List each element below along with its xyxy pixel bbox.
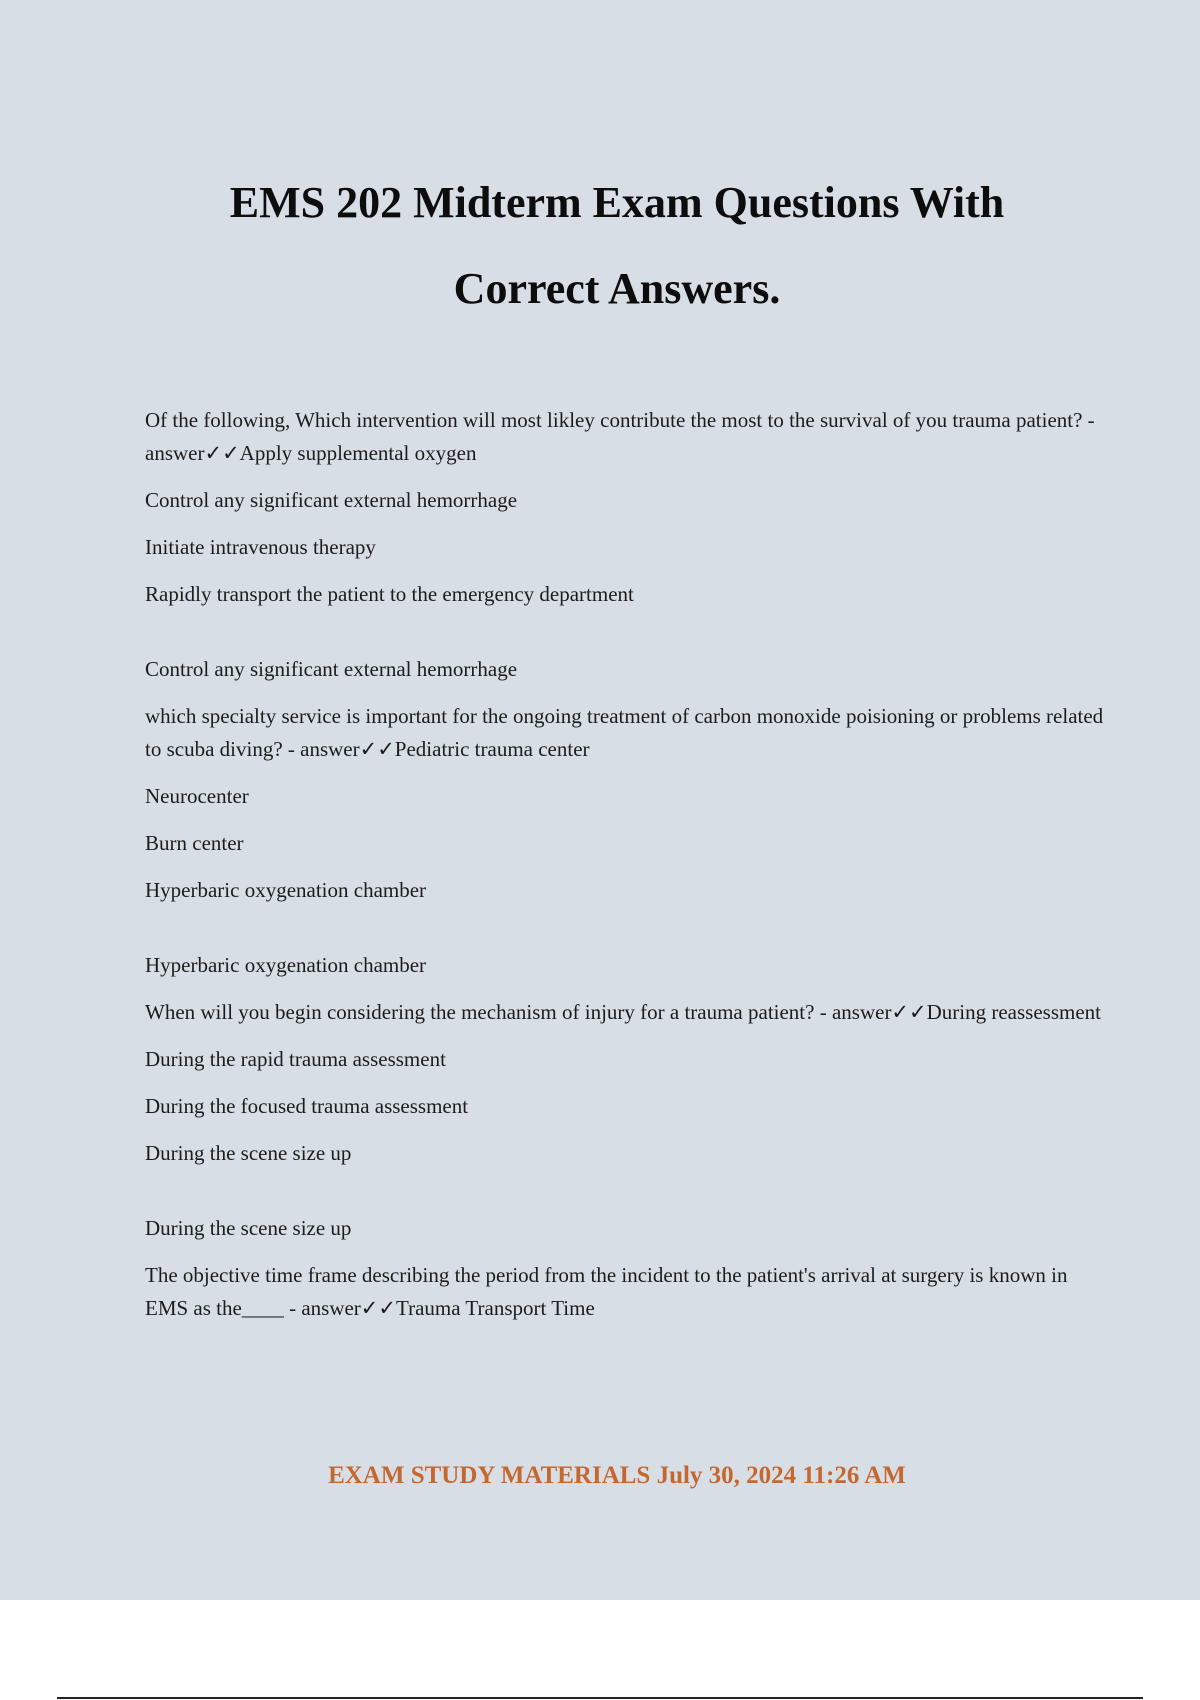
option-text: During the scene size up — [145, 1141, 352, 1165]
option-text: During the rapid trauma assessment — [145, 1047, 446, 1071]
question-3-text: When will you begin considering the mechanism of injury for a trauma patient? - answer✓✓During reassessment — [145, 1000, 1102, 1024]
title-line-2: Correct Answers. — [453, 264, 781, 313]
option-text: Control any significant external hemorrhage — [145, 488, 518, 512]
bottom-divider — [57, 1697, 1143, 1699]
title-line-1: EMS 202 Midterm Exam Questions With — [229, 178, 1005, 227]
document-body — [145, 404, 1105, 1339]
question-1-text: Of the following, Which intervention will most likley contribute the most to the survival of you trauma patient? - answer✓✓Apply supplemental oxygen — [145, 408, 1095, 465]
option-text: Hyperbaric oxygenation chamber — [145, 878, 427, 902]
correct-answer-text: During the scene size up — [145, 1216, 352, 1240]
question-4-text: The objective time frame describing the period from the incident to the patient's arrival at surgery is known in EMS as the____ - answer✓✓Trauma Transport Time — [145, 1263, 1068, 1320]
option-text: Rapidly transport the patient to the emergency department — [145, 582, 634, 606]
option-text: Initiate intravenous therapy — [145, 535, 376, 559]
footer-stamp: EXAM STUDY MATERIALS July 30, 2024 11:26 AM — [328, 1462, 906, 1489]
correct-answer-text: Control any significant external hemorrhage — [145, 657, 518, 681]
document-title — [0, 160, 1200, 332]
option-text: Neurocenter — [145, 784, 249, 808]
option-text: During the focused trauma assessment — [145, 1094, 469, 1118]
correct-answer-text: Hyperbaric oxygenation chamber — [145, 953, 427, 977]
option-text: Burn center — [145, 831, 244, 855]
question-2-text: which specialty service is important for the ongoing treatment of carbon monoxide poisioning or problems related to scuba diving? - answer✓✓Pediatric trauma center — [145, 704, 1104, 761]
